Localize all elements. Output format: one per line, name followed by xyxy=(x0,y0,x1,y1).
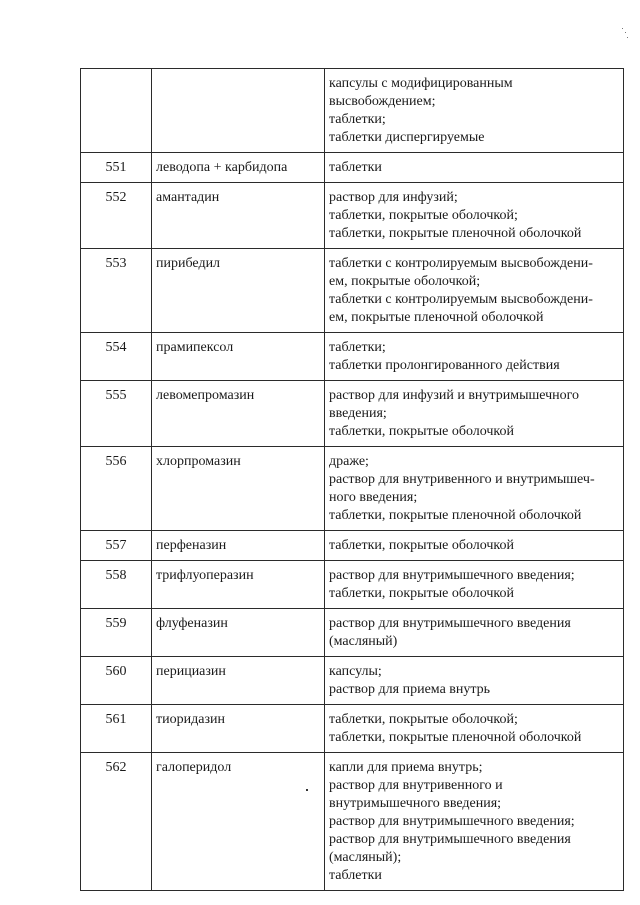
table-row xyxy=(81,249,624,333)
dosage-form-line: раствор для инфузий; xyxy=(329,190,458,205)
table-row xyxy=(81,447,624,531)
row-number: 553 xyxy=(81,249,152,333)
drug-name: леводопа + карбидопа xyxy=(152,153,325,183)
dosage-form-line: таблетки; xyxy=(329,340,386,355)
drug-name xyxy=(152,69,325,153)
dosage-form-line: таблетки xyxy=(329,868,382,883)
table-row xyxy=(81,561,624,609)
dosage-forms xyxy=(325,705,624,753)
drug-name: тиоридазин xyxy=(152,705,325,753)
table-row xyxy=(81,753,624,891)
dosage-form-line: таблетки, покрытые оболочкой xyxy=(329,586,515,601)
dosage-form-line: таблетки, покрытые оболочкой; xyxy=(329,208,518,223)
dosage-forms xyxy=(325,249,624,333)
table-row xyxy=(81,381,624,447)
table-row xyxy=(81,657,624,705)
row-number xyxy=(81,69,152,153)
dosage-form-line: таблетки, покрытые оболочкой xyxy=(329,424,515,439)
drug-table-body xyxy=(81,69,624,891)
dosage-form-line: таблетки с контролируемым высвобождени- xyxy=(329,292,593,307)
row-number: 555 xyxy=(81,381,152,447)
dosage-form-line: раствор для внутримышечного введения xyxy=(329,832,571,847)
dosage-forms xyxy=(325,333,624,381)
dosage-form-line: таблетки пролонгированного действия xyxy=(329,358,560,373)
dosage-forms xyxy=(325,531,624,561)
drug-name: флуфеназин xyxy=(152,609,325,657)
drug-name: галоперидол xyxy=(152,753,325,891)
row-number: 554 xyxy=(81,333,152,381)
dosage-form-line: ного введения; xyxy=(329,490,418,505)
drug-name: перфеназин xyxy=(152,531,325,561)
table-row xyxy=(81,153,624,183)
drug-name: амантадин xyxy=(152,183,325,249)
dosage-form-line: ем, покрытые оболочкой; xyxy=(329,274,481,289)
dosage-form-line: таблетки, покрытые оболочкой; xyxy=(329,712,518,727)
row-number: 559 xyxy=(81,609,152,657)
row-number: 561 xyxy=(81,705,152,753)
table-row xyxy=(81,609,624,657)
table-row xyxy=(81,705,624,753)
drug-table xyxy=(80,68,624,891)
dosage-form-line: раствор для внутривенного и xyxy=(329,778,503,793)
dosage-form-line: (масляный) xyxy=(329,634,398,649)
dosage-form-line: раствор для внутривенного и внутримышеч- xyxy=(329,472,595,487)
dosage-forms xyxy=(325,381,624,447)
table-row xyxy=(81,69,624,153)
dosage-form-line: раствор для внутримышечного введения xyxy=(329,616,571,631)
row-number: 560 xyxy=(81,657,152,705)
dosage-form-line: введения; xyxy=(329,406,387,421)
table-row xyxy=(81,183,624,249)
dosage-form-line: ем, покрытые пленочной оболочкой xyxy=(329,310,544,325)
dosage-forms xyxy=(325,447,624,531)
dosage-form-line: высвобождением; xyxy=(329,94,436,109)
row-number: 558 xyxy=(81,561,152,609)
dosage-form-line: (масляный); xyxy=(329,850,402,865)
dosage-form-line: внутримышечного введения; xyxy=(329,796,502,811)
dosage-forms xyxy=(325,657,624,705)
drug-name: хлорпромазин xyxy=(152,447,325,531)
dosage-form-line: капли для приема внутрь; xyxy=(329,760,483,775)
dosage-forms xyxy=(325,561,624,609)
table-row xyxy=(81,531,624,561)
dosage-form-line: таблетки xyxy=(329,160,382,175)
scan-speck xyxy=(621,28,629,40)
dosage-form-line: капсулы; xyxy=(329,664,382,679)
row-number: 551 xyxy=(81,153,152,183)
dosage-form-line: таблетки диспергируемые xyxy=(329,130,485,145)
dosage-form-line: таблетки; xyxy=(329,112,386,127)
dosage-form-line: таблетки с контролируемым высвобождени- xyxy=(329,256,593,271)
dosage-form-line: таблетки, покрытые пленочной оболочкой xyxy=(329,508,582,523)
row-number: 557 xyxy=(81,531,152,561)
dosage-forms xyxy=(325,609,624,657)
dosage-form-line: таблетки, покрытые пленочной оболочкой xyxy=(329,730,582,745)
dosage-form-line: таблетки, покрытые пленочной оболочкой xyxy=(329,226,582,241)
dosage-forms xyxy=(325,753,624,891)
dosage-forms xyxy=(325,153,624,183)
scan-speck xyxy=(306,789,308,791)
dosage-form-line: капсулы с модифицированным xyxy=(329,76,513,91)
drug-name: пирибедил xyxy=(152,249,325,333)
row-number: 556 xyxy=(81,447,152,531)
drug-name: левомепромазин xyxy=(152,381,325,447)
drug-name: трифлуоперазин xyxy=(152,561,325,609)
row-number: 552 xyxy=(81,183,152,249)
drug-name: прамипексол xyxy=(152,333,325,381)
dosage-form-line: раствор для внутримышечного введения; xyxy=(329,568,575,583)
dosage-form-line: раствор для приема внутрь xyxy=(329,682,491,697)
table-row xyxy=(81,333,624,381)
dosage-form-line: драже; xyxy=(329,454,369,469)
dosage-forms xyxy=(325,183,624,249)
dosage-form-line: таблетки, покрытые оболочкой xyxy=(329,538,515,553)
dosage-form-line: раствор для внутримышечного введения; xyxy=(329,814,575,829)
drug-name: перициазин xyxy=(152,657,325,705)
dosage-forms xyxy=(325,69,624,153)
dosage-form-line: раствор для инфузий и внутримышечного xyxy=(329,388,580,403)
row-number: 562 xyxy=(81,753,152,891)
